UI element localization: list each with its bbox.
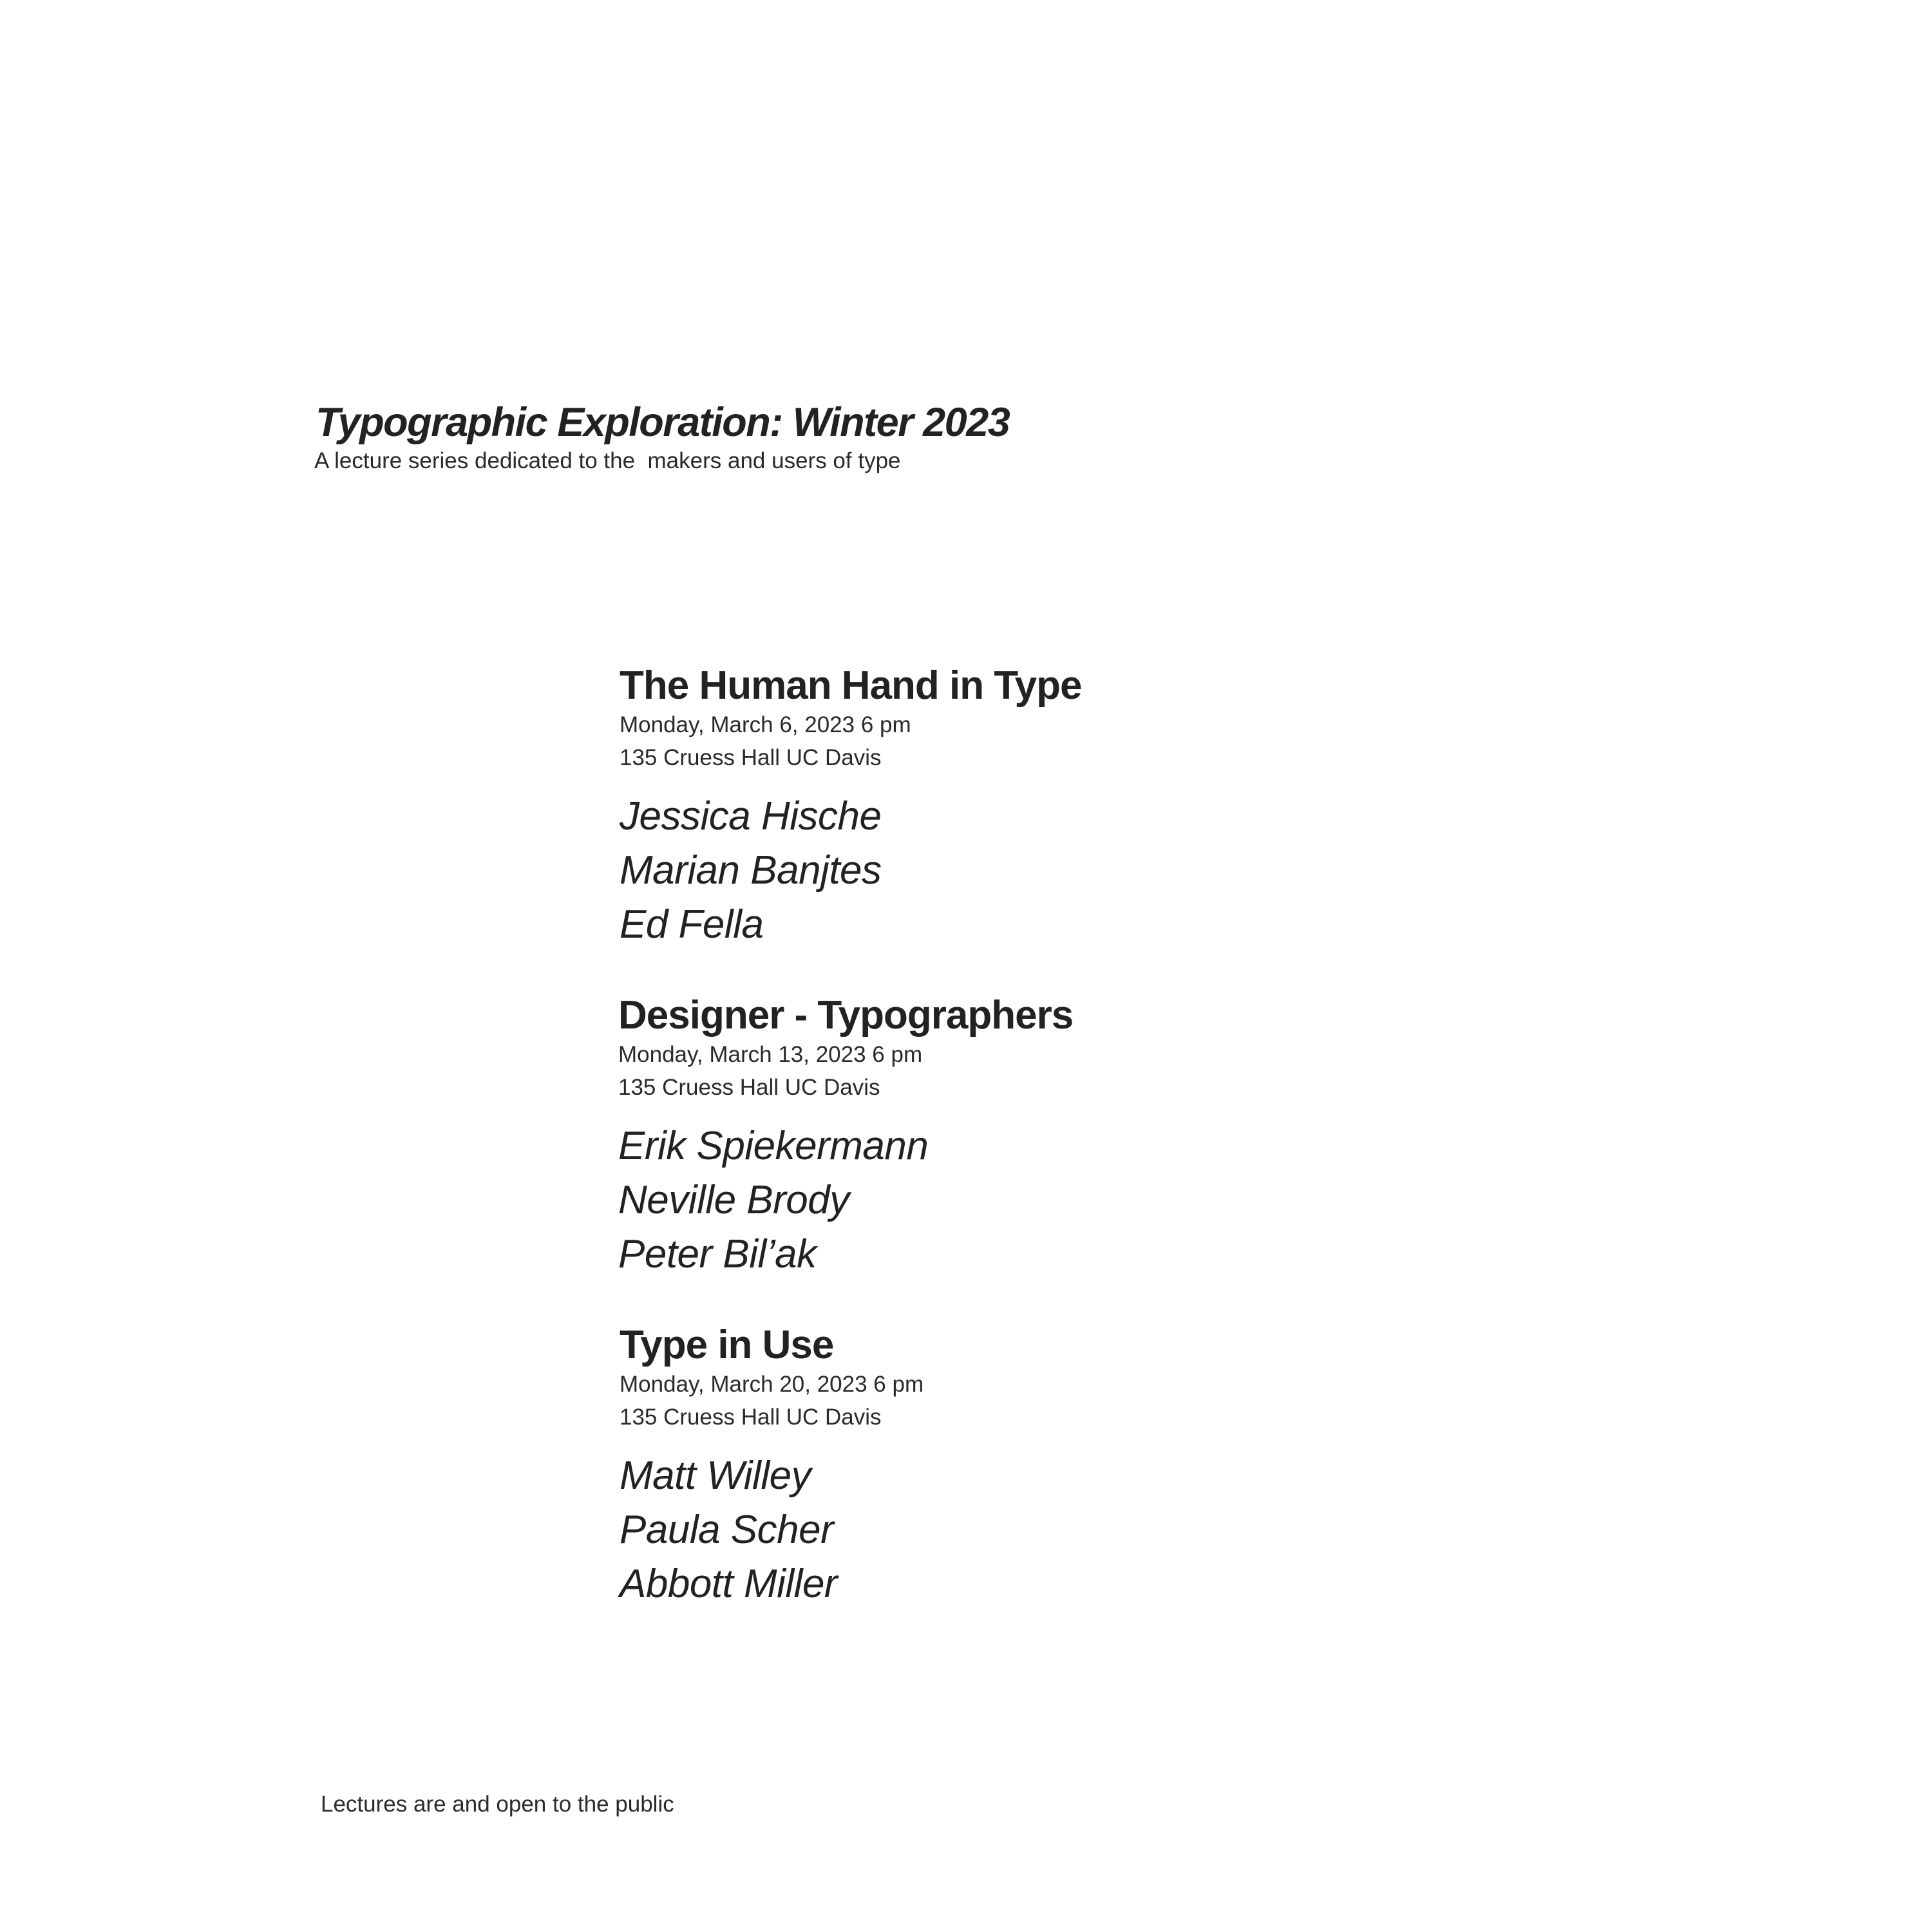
speaker-list	[618, 1119, 1073, 1282]
lecture-location: 135 Cruess Hall UC Davis	[620, 745, 882, 770]
speaker-list	[620, 790, 1081, 952]
speaker-name: Neville Brody	[618, 1178, 849, 1222]
speaker-name: Jessica Hische	[620, 794, 882, 838]
footer-note: Lectures are and open to the public	[321, 1792, 674, 1817]
poster-subtitle: A lecture series dedicated to the makers and users of type	[314, 448, 901, 473]
speaker-name: Paula Scher	[620, 1508, 834, 1552]
speaker-name: Abbott Miller	[620, 1562, 838, 1606]
lecture-date: Monday, March 13, 2023 6 pm	[618, 1042, 923, 1067]
speaker-name: Erik Spiekermann	[618, 1124, 929, 1168]
lecture-date: Monday, March 20, 2023 6 pm	[620, 1372, 924, 1397]
poster-title: Typographic Exploration: Winter 2023	[316, 400, 1010, 445]
lecture-1	[620, 663, 1081, 952]
speaker-name: Marian Banjtes	[620, 848, 882, 893]
lecture-title: Type in Use	[620, 1323, 834, 1367]
speaker-name: Matt Willey	[620, 1454, 811, 1498]
speaker-name: Peter Bil’ak	[618, 1232, 817, 1276]
speaker-list	[620, 1449, 923, 1611]
lecture-date: Monday, March 6, 2023 6 pm	[620, 712, 911, 737]
lecture-title: Designer - Typographers	[618, 993, 1074, 1037]
speaker-name: Ed Fella	[620, 902, 764, 947]
lecture-location: 135 Cruess Hall UC Davis	[620, 1405, 882, 1430]
lecture-2	[618, 993, 1073, 1282]
lecture-title: The Human Hand in Type	[620, 663, 1082, 708]
lecture-location: 135 Cruess Hall UC Davis	[618, 1075, 880, 1100]
poster-header	[316, 398, 1009, 475]
lecture-3	[620, 1323, 923, 1611]
